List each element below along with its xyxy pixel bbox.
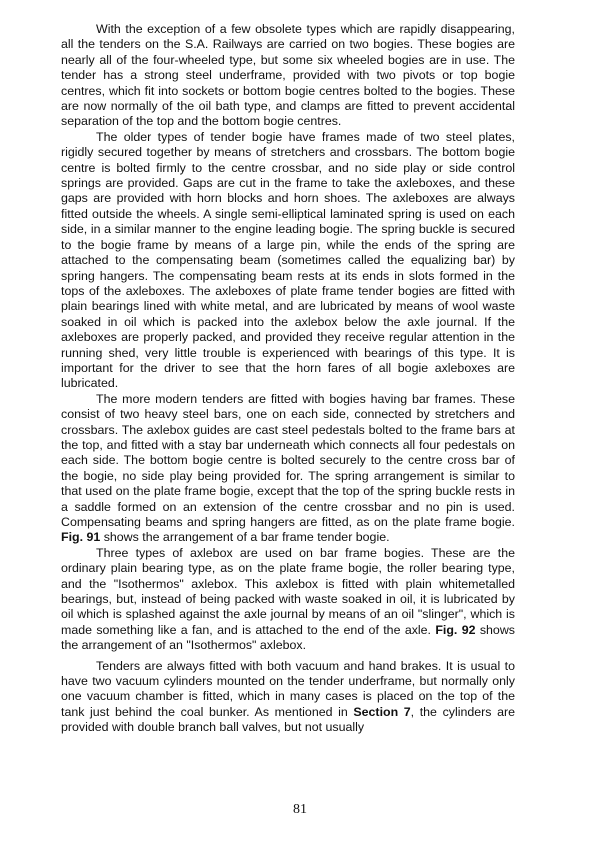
text-run: Three types of axlebox are used on bar frame bogies. These are the ordinary plain bearing type, as on the plate frame bogie, the roller bearing type, and the "Isothermos" axlebox. This axlebox is fitted with plain whitemetalled bearings, but, instead of being packed with waste soaked in oil, it is lubricated by oil which is splashed against the axle journal by means of an oil "slinger", which is made something like a fan, and is attached to the end of the axle.	[61, 545, 515, 637]
figure-reference: Fig. 92	[435, 622, 476, 637]
text-run: shows the arrangement of an "Isothermos" axlebox.	[61, 622, 515, 653]
text-run: shows the arrangement of a bar frame tender bogie.	[100, 530, 390, 545]
paragraph-brakes	[61, 659, 515, 736]
paragraph-axlebox-types	[61, 546, 515, 654]
paragraph-bar-frame-bogie	[61, 392, 515, 546]
figure-reference: Fig. 91	[61, 530, 101, 545]
text-run: Tenders are always fitted with both vacuum and hand brakes. It is usual to have two vacuum cylinders mounted on the tender underframe, but normally only one vacuum chamber is fitted, which in many cases is placed on the top of the tank just behind the coal bunker. As mentioned in	[61, 658, 515, 719]
page-body	[61, 22, 515, 736]
text-run: The more modern tenders are fitted with bogies having bar frames. These consist of two heavy steel bars, one on each side, connected by stretchers and crossbars. The axlebox guides are cast steel pedestals bolted to the frame bars at the top, and fitted with a stay bar underneath which connects all four pedestals on each side. The bottom bogie centre is bolted securely to the centre cross bar of the bogie, no side play being provided for. The spring arrangement is similar to that used on the plate frame bogie, except that the top of the spring buckle rests in a saddle formed on an extension of the centre crossbar and no pin is used. Compensating beams and spring hangers are fitted, as on the plate frame bogie.	[61, 391, 515, 529]
paragraph-plate-frame-bogie	[61, 130, 515, 392]
text-run: , the cylinders are provided with double branch ball valves, but not usually	[61, 704, 515, 735]
page-number: 81	[293, 802, 307, 817]
paragraph-tender-bogies	[61, 22, 515, 130]
text-run: With the exception of a few obsolete types which are rapidly disappearing, all the tenders on the S.A. Railways are carried on two bogies. These bogies are nearly all of the four-wheeled type, but some six wheeled bogies are in use. The tender has a strong steel underframe, provided with two pivots or top bogie centres, which fit into sockets or bottom bogie centres bolted to the bogies. These are now normally of the oil bath type, and clamps are fitted to prevent accidental separation of the top and the bottom bogie centres.	[61, 22, 515, 129]
section-reference: Section 7	[353, 704, 411, 719]
text-run: The older types of tender bogie have frames made of two steel plates, rigidly secured together by means of stretchers and crossbars. The bottom bogie centre is bolted firmly to the centre crossbar, and no side play or side control springs are provided. Gaps are cut in the frame to take the axleboxes, and these gaps are provided with horn blocks and horn shoes. The axleboxes are always fitted outside the wheels. A single semi-elliptical laminated spring is used on each side, in a similar manner to the engine leading bogie. The spring buckle is secured to the bogie frame by means of a large pin, while the ends of the spring are attached to the compensating beam (sometimes called the equalizing bar) by spring hangers. The compensating beam rests at its ends in slots formed in the tops of the axleboxes. The axleboxes of plate frame tender bogies are fitted with plain bearings lined with white metal, and are lubricated by means of wool waste soaked in oil which is packed into the axlebox below the axle journal. If the axleboxes are properly packed, and provided they receive regular attention in the running shed, very little trouble is experienced with bearings of this type. It is important for the driver to see that the horn fares of all bogie axleboxes are lubricated.	[61, 129, 515, 391]
